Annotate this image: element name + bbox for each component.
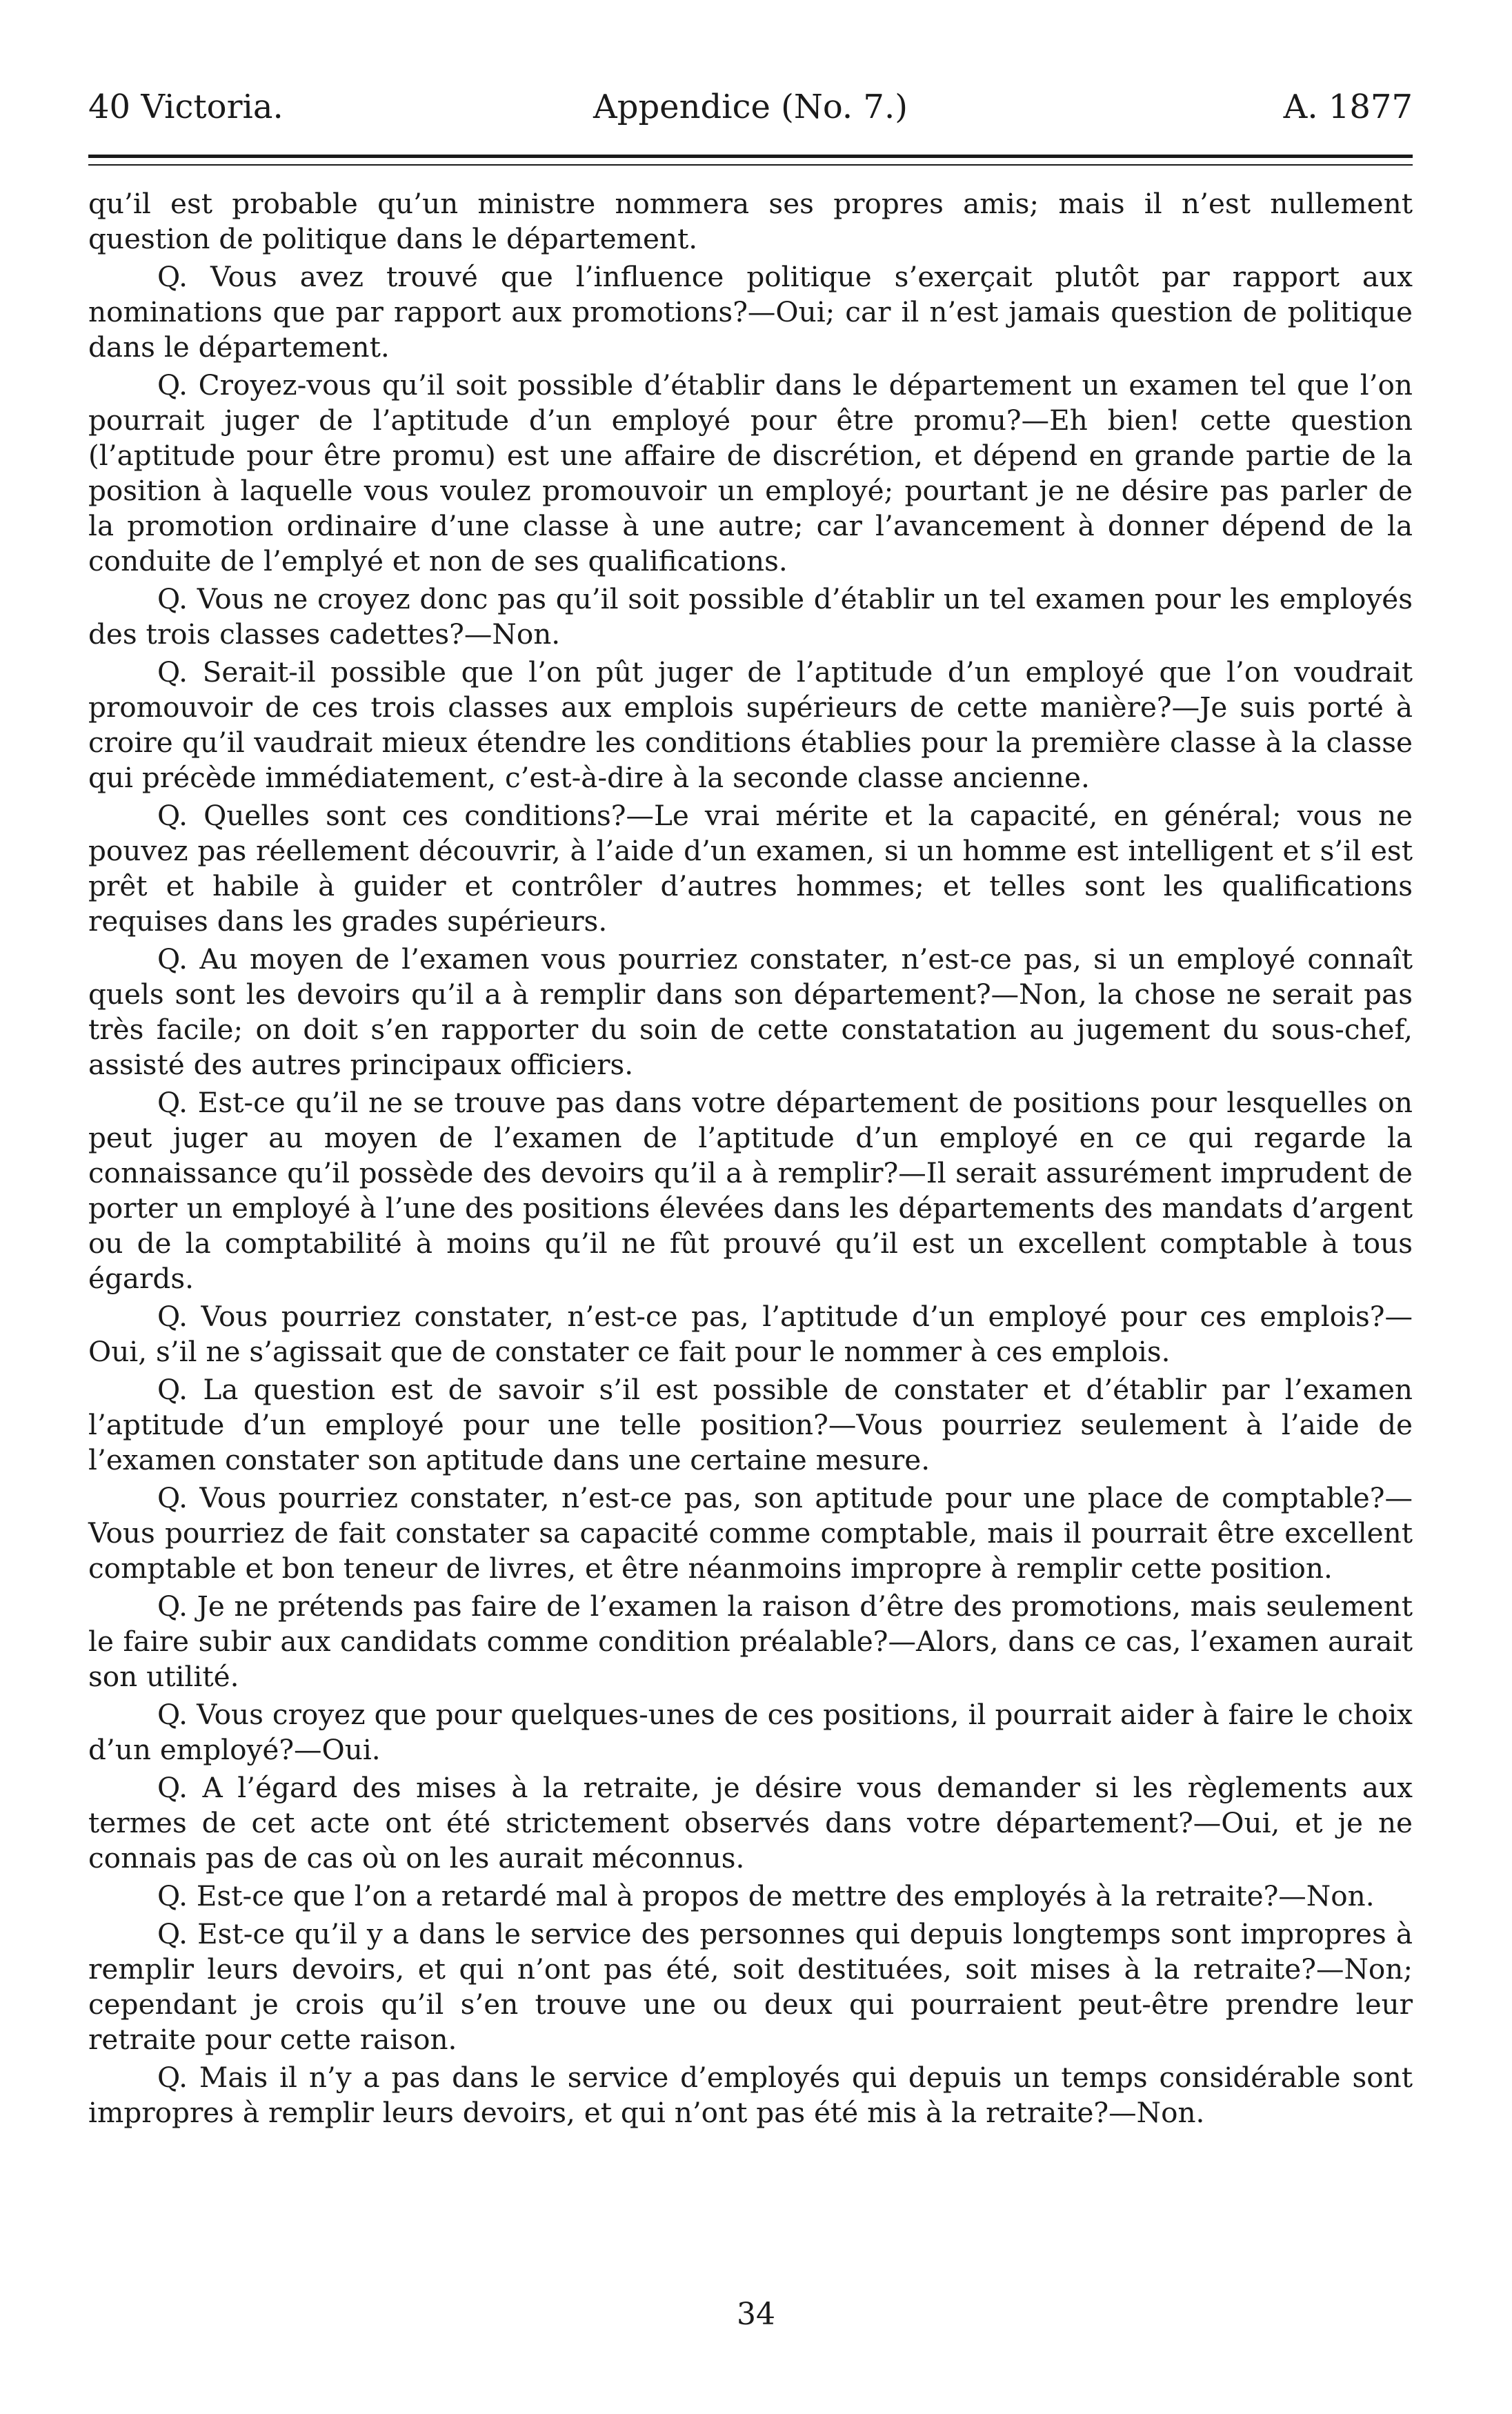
paragraph: Q. Serait-il possible que l’on pût juger de l’aptitude d’un employé que l’on voudrait promouvoir de ces trois classes aux emplois supérieurs de cette manière?—Je suis porté à croire qu’il vaudrait mieux étendre les conditions établies pour la première classe à la classe qui précède immédiatement, c’est-à-dire à la seconde classe ancienne. bbox=[88, 655, 1413, 794]
paragraph: Q. Vous avez trouvé que l’influence politique s’exerçait plutôt par rapport aux nominations que par rapport aux promotions?—Oui; car il n’est jamais question de politique dans le département. bbox=[88, 260, 1413, 364]
paragraph: Q. Quelles sont ces conditions?—Le vrai mérite et la capacité, en général; vous ne pouvez pas réellement découvrir, à l’aide d’un examen, si un homme est intelligent et s’il est prêt et habile à guider et contrôler d’autres hommes; et telles sont les qualifications requises dans les grades supérieurs. bbox=[88, 799, 1413, 938]
header-volume: 40 Victoria. bbox=[88, 88, 284, 126]
paragraph: Q. Mais il n’y a pas dans le service d’employés qui depuis un temps considérable sont impropres à remplir leurs devoirs, et qui n’ont pas été mis à la retraite?—Non. bbox=[88, 2061, 1413, 2129]
paragraph: Q. Est-ce qu’il y a dans le service des personnes qui depuis longtemps sont impropres à remplir leurs devoirs, et qui n’ont pas été, soit destituées, soit mises à la retraite?—Non; cependant je crois qu’il s’en trouve une ou deux qui pourraient peut-être prendre leur retraite pour cette raison. bbox=[88, 1917, 1413, 2056]
paragraph: Q. Est-ce que l’on a retardé mal à propos de mettre des employés à la retraite?—Non. bbox=[157, 1879, 1375, 1912]
header-title: Appendice (No. 7.) bbox=[593, 88, 908, 126]
paragraph: Q. Vous ne croyez donc pas qu’il soit possible d’établir un tel examen pour les employés des trois classes cadettes?—Non. bbox=[88, 582, 1413, 651]
paragraph: Q. Croyez-vous qu’il soit possible d’établir dans le département un examen tel que l’on pourrait juger de l’aptitude d’un employé pour être promu?—Eh bien! cette question (l’aptitude pour être promu) est une affaire de discrétion, et dépend en grande partie de la position à laquelle vous voulez promouvoir un employé; pourtant je ne désire pas parler de la promotion ordinaire d’une classe à une autre; car l’avancement à donner dépend de la conduite de l’emplyé et non de ses qualifications. bbox=[88, 368, 1413, 577]
paragraph: Q. A l’égard des mises à la retraite, je désire vous demander si les règlements aux termes de cet acte ont été strictement observés dans votre département?—Oui, et je ne connais pas de cas où on les aurait méconnus. bbox=[88, 1771, 1413, 1874]
paragraph: Q. Au moyen de l’examen vous pourriez constater, n’est-ce pas, si un employé connaît quels sont les devoirs qu’il a à remplir dans son département?—Non, la chose ne serait pas très facile; on doit s’en rapporter du soin de cette constatation au jugement du sous-chef, assisté des autres principaux officiers. bbox=[88, 942, 1413, 1081]
page-number: 34 bbox=[737, 2297, 775, 2332]
body-text bbox=[88, 186, 1413, 2133]
paragraph: Q. Vous croyez que pour quelques-unes de ces positions, il pourrait aider à faire le choix d’un employé?—Oui. bbox=[88, 1698, 1413, 1766]
paragraph: Q. La question est de savoir s’il est possible de constater et d’établir par l’examen l’aptitude d’un employé pour une telle position?—Vous pourriez seulement à l’aide de l’examen constater son aptitude dans une certaine mesure. bbox=[88, 1373, 1413, 1476]
header-rule-thick bbox=[88, 155, 1413, 158]
header-year: A. 1877 bbox=[1283, 88, 1413, 126]
paragraph: Q. Est-ce qu’il ne se trouve pas dans votre département de positions pour lesquelles on peut juger au moyen de l’examen de l’aptitude d’un employé en ce qui regarde la connaissance qu’il possède des devoirs qu’il a à remplir?—Il serait assurément imprudent de porter un employé à l’une des positions élevées dans les départements des mandats d’argent ou de la comptabilité à moins qu’il ne fût prouvé qu’il est un excellent comptable à tous égards. bbox=[88, 1086, 1413, 1295]
paragraph: Q. Vous pourriez constater, n’est-ce pas, l’aptitude d’un employé pour ces emplois?—Oui, s’il ne s’agissait que de constater ce fait pour le nommer à ces emplois. bbox=[88, 1300, 1413, 1368]
paragraph: Q. Vous pourriez constater, n’est-ce pas, son aptitude pour une place de comptable?—Vous pourriez de fait constater sa capacité comme comptable, mais il pourrait être excellent comptable et bon teneur de livres, et être néanmoins impropre à remplir cette position. bbox=[88, 1481, 1413, 1585]
header-rule-thin bbox=[88, 164, 1413, 166]
paragraph: qu’il est probable qu’un ministre nommera ses propres amis; mais il n’est nullement question de politique dans le département. bbox=[88, 187, 1413, 255]
running-header bbox=[88, 83, 1413, 131]
paragraph: Q. Je ne prétends pas faire de l’examen la raison d’être des promotions, mais seulement le faire subir aux candidats comme condition préalable?—Alors, dans ce cas, l’examen aurait son utilité. bbox=[88, 1590, 1413, 1693]
